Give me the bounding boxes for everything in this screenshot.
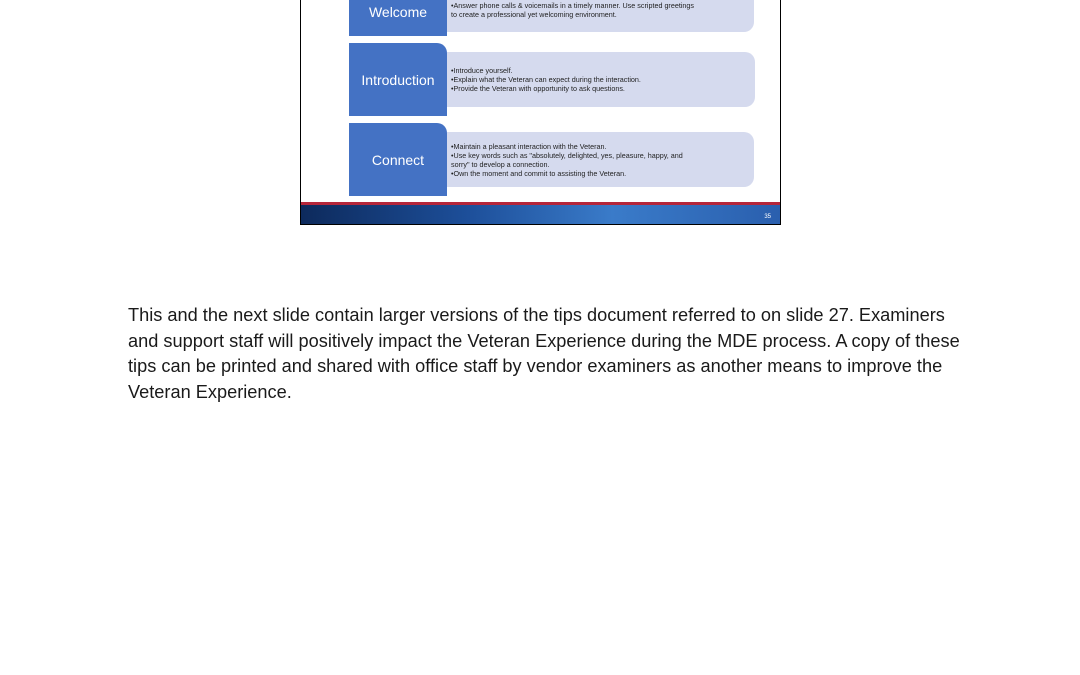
connect-bullet-2: •Use key words such as "absolutely, delighted, yes, pleasure, happy, and	[451, 150, 683, 160]
slide-thumbnail	[300, 0, 781, 225]
welcome-bullet-1: •Answer phone calls & voicemails in a timely manner. Use scripted greetings	[451, 1, 695, 10]
introduction-bullet-1: •Introduce yourself.	[451, 66, 513, 75]
step-desc-welcome	[447, 0, 754, 32]
slide-number: 35	[764, 214, 771, 220]
step-label-welcome	[349, 0, 447, 36]
introduction-bullet-2: •Explain what the Veteran can expect during the interaction.	[451, 75, 641, 84]
slide-footer-bar	[301, 205, 780, 224]
connect-bullet-1: •Maintain a pleasant interaction with the Veteran.	[451, 141, 607, 151]
welcome-bullet-2: to create a professional yet welcoming environment.	[451, 10, 617, 19]
step-label-connect	[349, 123, 447, 196]
step-desc-introduction	[447, 52, 755, 107]
step-label-introduction-text: Introduction	[361, 71, 435, 88]
step-label-connect-text: Connect	[371, 151, 425, 168]
step-label-welcome-text: Welcome	[368, 4, 428, 20]
connect-bullet-4: •Own the moment and commit to assisting the Veteran.	[451, 168, 627, 178]
step-desc-connect	[447, 132, 754, 187]
connect-bullet-3: sorry" to develop a connection.	[451, 159, 550, 169]
introduction-bullet-3: •Provide the Veteran with opportunity to ask questions.	[451, 84, 625, 93]
step-label-introduction	[349, 43, 447, 116]
speaker-notes: This and the next slide contain larger versions of the tips document referred to on slide 27. Examiners and support staff will positively impact the Veteran Experience during the MDE process. A copy of these tips can be printed and shared with office staff by vendor examiners as another means to improve the Veteran Experience.	[128, 305, 960, 402]
